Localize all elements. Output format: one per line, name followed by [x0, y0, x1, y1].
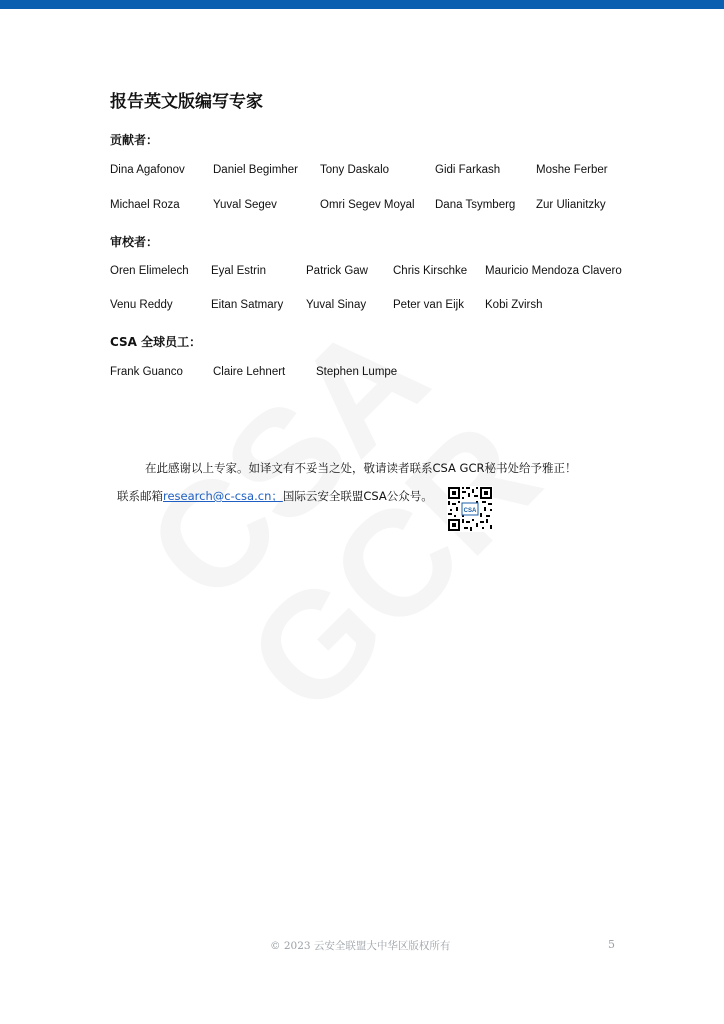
reviewer-name: Patrick Gaw [306, 265, 368, 277]
reviewer-name: Eitan Satmary [211, 299, 284, 311]
contributor-name: Dina Agafonov [110, 164, 185, 176]
qr-badge-text: CSA [463, 508, 477, 514]
thanks-paragraph: 在此感谢以上专家。如译文有不妥当之处，敬请读者联系CSA GCR秘书处给予雅正！ [145, 461, 577, 475]
contributors-heading: 贡献者： [110, 133, 159, 147]
contact-suffix: 国际云安全联盟CSA公众号。 [282, 489, 433, 503]
contributor-name: Moshe Ferber [536, 164, 608, 176]
contributor-name: Daniel Begimher [213, 164, 299, 176]
staff-name: Claire Lehnert [213, 366, 286, 378]
reviewer-name: Yuval Sinay [306, 299, 367, 311]
reviewer-name: Oren Elimelech [110, 265, 189, 277]
watermark-line-2 [191, 366, 594, 769]
page-number: 5 [608, 938, 615, 951]
footer-copyright: © 2023 云安全联盟大中华区版权所有 [270, 940, 451, 952]
reviewer-name: Peter van Eijk [393, 299, 464, 311]
email-link[interactable]: research@c-csa.cn； [163, 489, 283, 503]
reviewers-heading: 审校者： [110, 235, 159, 249]
page-title: 报告英文版编写专家 [110, 92, 263, 112]
contributor-name: Gidi Farkash [435, 164, 501, 176]
contributor-name: Dana Tsymberg [435, 199, 516, 211]
contributor-name: Zur Ulianitzky [536, 199, 606, 211]
reviewer-name: Eyal Estrin [211, 265, 266, 277]
contact-line [117, 488, 433, 504]
contributor-name: Tony Daskalo [320, 164, 390, 176]
contributor-name: Omri Segev Moyal [320, 199, 415, 211]
staff-name: Frank Guanco [110, 366, 183, 378]
contributor-name: Yuval Segev [213, 199, 277, 211]
staff-name: Stephen Lumpe [316, 366, 398, 378]
contributor-name: Michael Roza [110, 199, 180, 211]
top-accent-bar [0, 0, 724, 9]
staff-heading: CSA 全球员工： [110, 335, 202, 349]
qr-code-icon [447, 486, 493, 532]
reviewer-name: Kobi Zvirsh [485, 299, 543, 311]
contact-prefix: 联系邮箱 [117, 489, 163, 503]
reviewer-name: Mauricio Mendoza Clavero [485, 265, 622, 277]
reviewer-name: Venu Reddy [110, 299, 173, 311]
reviewer-name: Chris Kirschke [393, 265, 468, 277]
